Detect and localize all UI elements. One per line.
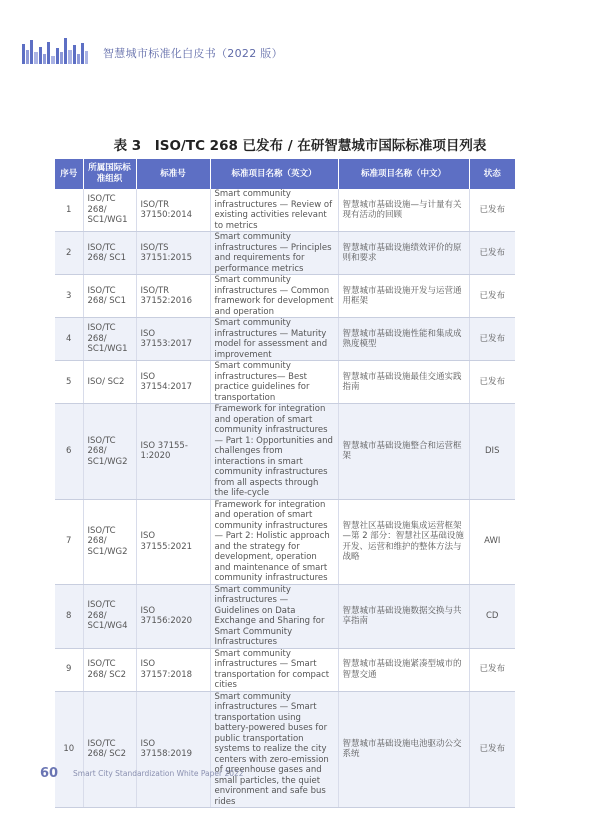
table-row [55, 189, 515, 232]
cell-org: ISO/TC 268/ SC1/WG1 [83, 318, 136, 361]
cell-zh-name: 智慧城市基础设施紧凑型城市的智慧交通 [338, 648, 469, 691]
cell-status: 已发布 [469, 691, 515, 808]
col-header-org: 所属国际标准组织 [83, 159, 136, 189]
cell-zh-name: 智慧城市基础设施电池驱动公交系统 [338, 691, 469, 808]
cell-no: 2 [55, 232, 83, 275]
cell-en-name: Smart community infrastructures— Best practice guidelines for transportation [210, 361, 338, 404]
col-header-status: 状态 [469, 159, 515, 189]
cell-code: ISO/TS 37151:2015 [136, 232, 210, 275]
cell-code: ISO 37158:2019 [136, 691, 210, 808]
footer-text: Smart City Standardization White Paper 2022 [73, 769, 244, 778]
cell-status: 已发布 [469, 232, 515, 275]
cell-code: ISO 37155:2021 [136, 499, 210, 584]
cell-no: 6 [55, 404, 83, 500]
page-number: 60 [40, 766, 59, 781]
cell-no: 9 [55, 648, 83, 691]
cell-zh-name: 智慧城市基础设施整合和运营框架 [338, 404, 469, 500]
cell-status: 已发布 [469, 318, 515, 361]
cell-org: ISO/TC 268/ SC2 [83, 691, 136, 808]
col-header-code: 标准号 [136, 159, 210, 189]
cell-zh-name: 智慧城市基础设施开发与运营通用框架 [338, 275, 469, 318]
cell-org: ISO/ SC2 [83, 361, 136, 404]
table-row [55, 584, 515, 648]
cell-org: ISO/TC 268/ SC1/WG4 [83, 584, 136, 648]
cell-zh-name: 智慧城市基础设施数据交换与共享指南 [338, 584, 469, 648]
cell-en-name: Framework for integration and operation of smart community infrastructures— Part 1: Opportunities and challenges from interactions in smart community infrastructures from all aspects through the life-cycle [210, 404, 338, 500]
cell-status: CD [469, 584, 515, 648]
cell-status: 已发布 [469, 189, 515, 232]
table-row [55, 648, 515, 691]
cell-en-name: Smart community infrastructures — Principles and requirements for performance metrics [210, 232, 338, 275]
standards-table [55, 159, 515, 808]
cell-org: ISO/TC 268/ SC1 [83, 232, 136, 275]
cell-status: DIS [469, 404, 515, 500]
cell-status: 已发布 [469, 275, 515, 318]
cell-code: ISO/TR 37150:2014 [136, 189, 210, 232]
cell-no: 5 [55, 361, 83, 404]
col-header-no: 序号 [55, 159, 83, 189]
cell-zh-name: 智慧社区基础设施集成运营框架—第 2 部分：智慧社区基础设施开发、运营和维护的整体方法与战略 [338, 499, 469, 584]
cell-org: ISO/TC 268/ SC1/WG2 [83, 499, 136, 584]
cell-zh-name: 智慧城市基础设施性能和集成成熟度模型 [338, 318, 469, 361]
cell-org: ISO/TC 268/ SC1 [83, 275, 136, 318]
cell-zh-name: 智慧城市基础设施绩效评价的原则和要求 [338, 232, 469, 275]
cell-no: 7 [55, 499, 83, 584]
cell-en-name: Framework for integration and operation of smart community infrastructures— Part 2: Holistic approach and the strategy for development, operation and maintenance of smart community infrastructures [210, 499, 338, 584]
cell-zh-name: 智慧城市基础设施—与计量有关现有活动的回顾 [338, 189, 469, 232]
table-row [55, 404, 515, 500]
table-title: 表 3 ISO/TC 268 已发布 / 在研智慧城市国际标准项目列表 [113, 138, 487, 154]
cell-status: 已发布 [469, 361, 515, 404]
table-row [55, 361, 515, 404]
cell-code: ISO 37155-1:2020 [136, 404, 210, 500]
cell-en-name: Smart community infrastructures — Maturity model for assessment and improvement [210, 318, 338, 361]
cell-no: 8 [55, 584, 83, 648]
cell-status: AWI [469, 499, 515, 584]
cell-code: ISO 37157:2018 [136, 648, 210, 691]
cell-no: 1 [55, 189, 83, 232]
page-header [0, 0, 600, 70]
skyline-logo-icon [22, 38, 92, 64]
table-row [55, 318, 515, 361]
table-header-row [55, 159, 515, 189]
header-title: 智慧城市标准化白皮书（2022 版） [103, 47, 283, 60]
cell-no: 4 [55, 318, 83, 361]
cell-code: ISO 37153:2017 [136, 318, 210, 361]
cell-no: 10 [55, 691, 83, 808]
table-row [55, 691, 515, 808]
cell-en-name: Smart community infrastructures — Common framework for development and operation [210, 275, 338, 318]
table-row [55, 499, 515, 584]
cell-code: ISO 37156:2020 [136, 584, 210, 648]
cell-no: 3 [55, 275, 83, 318]
cell-code: ISO/TR 37152:2016 [136, 275, 210, 318]
cell-org: ISO/TC 268/ SC1/WG1 [83, 189, 136, 232]
cell-status: 已发布 [469, 648, 515, 691]
col-header-zh-name: 标准项目名称（中文） [338, 159, 469, 189]
cell-code: ISO 37154:2017 [136, 361, 210, 404]
cell-en-name: Smart community infrastructures — Smart transportation using battery-powered buses for public transportation systems to realize the city centers with zero-emission of greenhouse gases and small particles, the quiet environment and safe bus rides [210, 691, 338, 808]
table-row [55, 275, 515, 318]
table-row [55, 232, 515, 275]
cell-org: ISO/TC 268/ SC2 [83, 648, 136, 691]
cell-en-name: Smart community infrastructures — Guidelines on Data Exchange and Sharing for Smart Community Infrastructures [210, 584, 338, 648]
cell-en-name: Smart community infrastructures — Review of existing activities relevant to metrics [210, 189, 338, 232]
cell-zh-name: 智慧城市基础设施最佳交通实践指南 [338, 361, 469, 404]
cell-org: ISO/TC 268/ SC1/WG2 [83, 404, 136, 500]
cell-en-name: Smart community infrastructures — Smart transportation for compact cities [210, 648, 338, 691]
col-header-en-name: 标准项目名称（英文） [210, 159, 338, 189]
